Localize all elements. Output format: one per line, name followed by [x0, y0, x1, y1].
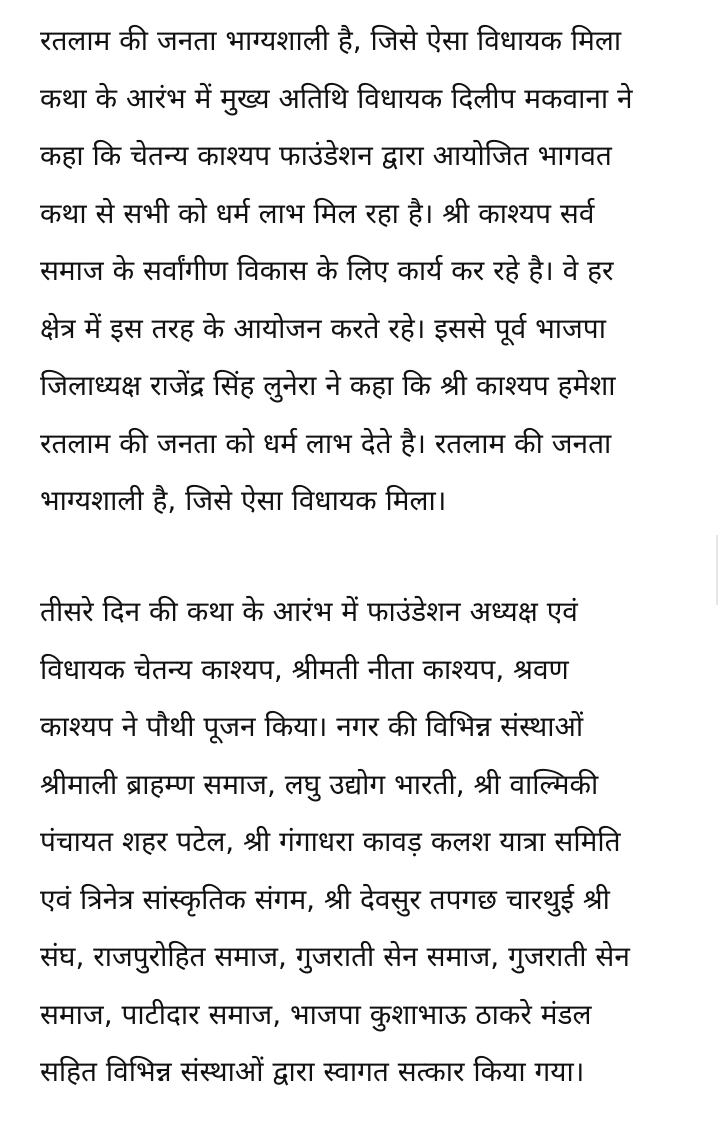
text-line: कथा के आरंभ में मुख्य अतिथि विधायक दिलीप मकवाना ने	[40, 81, 633, 115]
article-paragraph-2	[40, 583, 710, 1101]
scrollbar[interactable]	[716, 535, 718, 605]
text-line: जिलाध्यक्ष राजेंद्र सिंह लुनेरा ने कहा कि श्री काश्यप हमेशा	[40, 369, 616, 402]
text-line: काश्यप ने पौथी पूजन किया। नगर की विभिन्न संस्थाओं	[40, 710, 584, 743]
text-line: रतलाम की जनता भाग्यशाली है, जिसे ऐसा विधायक मिला	[40, 24, 622, 57]
text-line: सहित विभिन्न संस्थाओं द्वारा स्वागत सत्कार किया गया।	[40, 1055, 585, 1088]
text-line: समाज के सर्वांगीण विकास के लिए कार्य कर रहे है। वे हर	[40, 254, 614, 287]
text-line: कहा कि चेतन्य काश्यप फाउंडेशन द्वारा आयोजित भागवत	[40, 139, 612, 172]
text-line: श्रीमाली ब्राहम्ण समाज, लघु उद्योग भारती, श्री वाल्मिकी	[40, 767, 599, 801]
text-line: एवं त्रिनेत्र सांस्कृतिक संगम, श्री देवसुर तपगछ चारथुई श्री	[40, 882, 610, 916]
text-line: समाज, पाटीदार समाज, भाजपा कुशाभाऊ ठाकरे मंडल	[40, 997, 592, 1031]
article-paragraph-1	[40, 12, 710, 530]
text-line: पंचायत शहर पटेल, श्री गंगाधरा कावड़ कलश यात्रा समिति	[40, 825, 621, 858]
text-line: कथा से सभी को धर्म लाभ मिल रहा है। श्री काश्यप सर्व	[40, 196, 595, 230]
text-line: संघ, राजपुरोहित समाज, गुजराती सेन समाज, गुजराती सेन	[40, 940, 630, 973]
text-line: रतलाम की जनता को धर्म लाभ देते है। रतलाम की जनता	[40, 426, 612, 460]
text-line: क्षेत्र में इस तरह के आयोजन करते रहे। इससे पूर्व भाजपा	[40, 311, 606, 345]
text-line: तीसरे दिन की कथा के आरंभ में फाउंडेशन अध्यक्ष एवं	[40, 595, 578, 628]
text-line: विधायक चेतन्य काश्यप, श्रीमती नीता काश्यप, श्रवण	[40, 652, 569, 686]
text-line: भाग्यशाली है, जिसे ऐसा विधायक मिला।	[40, 484, 447, 517]
